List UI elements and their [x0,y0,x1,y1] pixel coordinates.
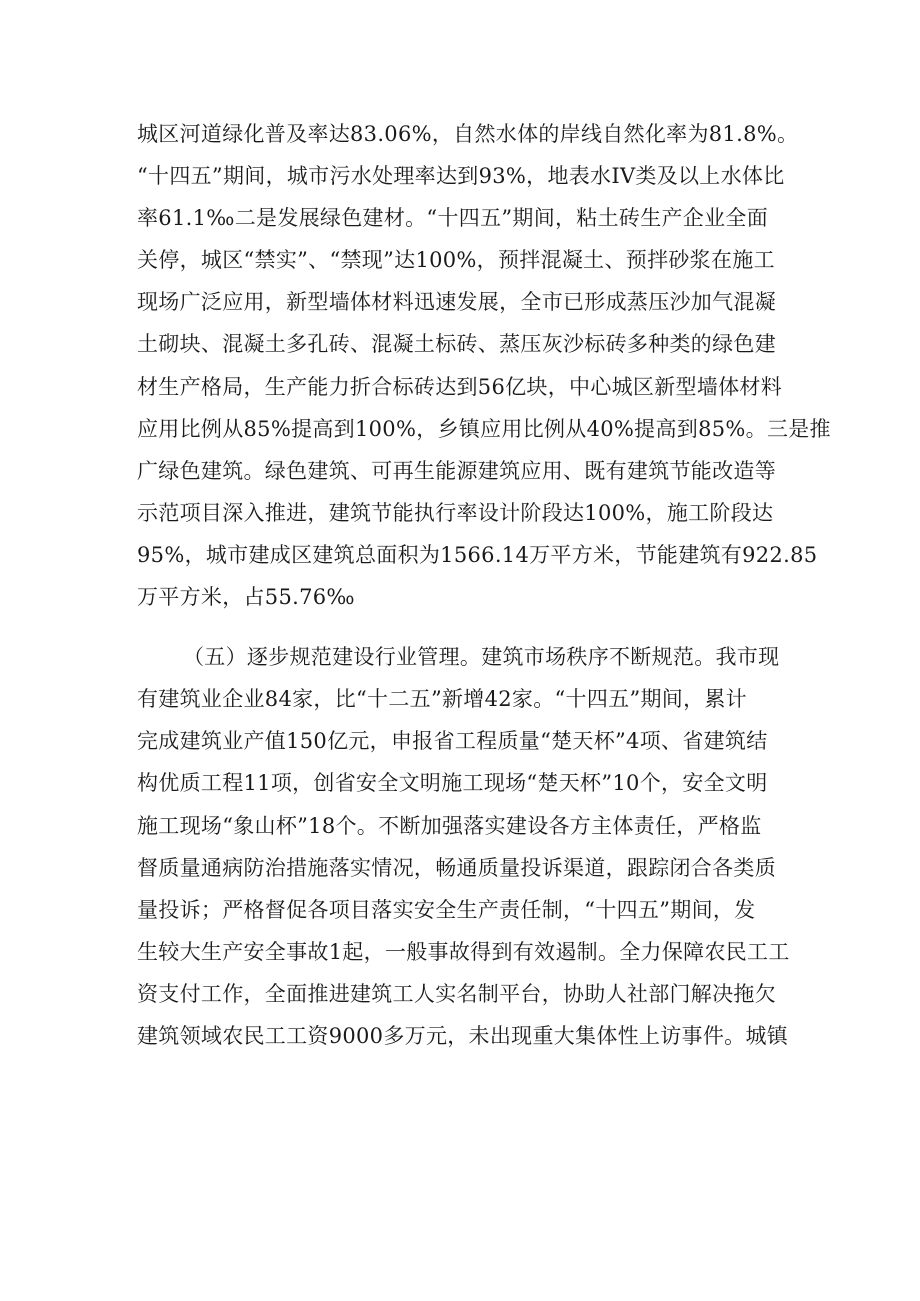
paragraph-line: 有建筑业企业84家，比“十二五”新增42家。“十四五”期间，累计 [137,687,747,712]
paragraph-line: 施工现场“象山杯”18个。不断加强落实建设各方主体责任，严格监 [137,813,762,838]
paragraph-line: 土砌块、混凝土多孔砖、混凝土标砖、蒸压灰沙标砖多种类的绿色建 [137,332,776,357]
paragraph-line: 资支付工作，全面推进建筑工人实名制平台，协助人社部门解决拖欠 [137,981,776,1006]
body-text [137,113,831,1057]
paragraph-spacer [137,618,793,636]
paragraph-line: “十四五”期间，城市污水处理率达到93%，地表水IV类及以上水体比 [137,164,785,189]
paragraph-line: 督质量通病防治措施落实情况，畅通质量投诉渠道，跟踪闭合各类质 [137,855,776,880]
paragraph-1 [137,113,831,618]
paragraph-line: 生较大生产安全事故1起，一般事故得到有效遏制。全力保障农民工工 [137,939,790,964]
paragraph-line: 现场广泛应用，新型墙体材料迅速发展，全市已形成蒸压沙加气混凝 [137,290,776,315]
paragraph-line: 应用比例从85%提高到100%，乡镇应用比例从40%提高到85%。三是推 [137,416,831,441]
paragraph-line: 构优质工程11项，创省安全文明施工现场“楚天杯”10个，安全文明 [137,771,768,796]
paragraph-line: 量投诉；严格督促各项目落实安全生产责任制，“十四五”期间，发 [137,897,756,922]
paragraph-line: 建筑领域农民工工资9000多万元，未出现重大集体性上访事件。城镇 [137,1023,789,1048]
paragraph-line: 关停，城区“禁实”、“禁现”达100%，预拌混凝土、预拌砂浆在施工 [137,248,775,273]
paragraph-2 [137,636,793,1057]
paragraph-line: 城区河道绿化普及率达83.06%，自然水体的岸线自然化率为81.8%。 [137,122,799,146]
paragraph-line: 示范项目深入推进，建筑节能执行率设计阶段达100%，施工阶段达 [137,500,774,525]
paragraph-line: 率61.1‰二是发展绿色建材。“十四五”期间，粘土砖生产企业全面 [137,206,769,231]
paragraph-line: 完成建筑业产值150亿元，申报省工程质量“楚天杯”4项、省建筑结 [137,729,768,754]
paragraph-line: 万平方米，占55.76‰ [137,585,355,610]
paragraph-line: 材生产格局，生产能力折合标砖达到56亿块，中心城区新型墙体材料 [137,374,783,399]
paragraph-line: 广绿色建筑。绿色建筑、可再生能源建筑应用、既有建筑节能改造等 [137,458,776,483]
paragraph-line: （五）逐步规范建设行业管理。建筑市场秩序不断规范。我市现 [183,645,780,670]
paragraph-line: 95%，城市建成区建筑总面积为1566.14万平方米，节能建筑有922.85 [137,542,818,567]
